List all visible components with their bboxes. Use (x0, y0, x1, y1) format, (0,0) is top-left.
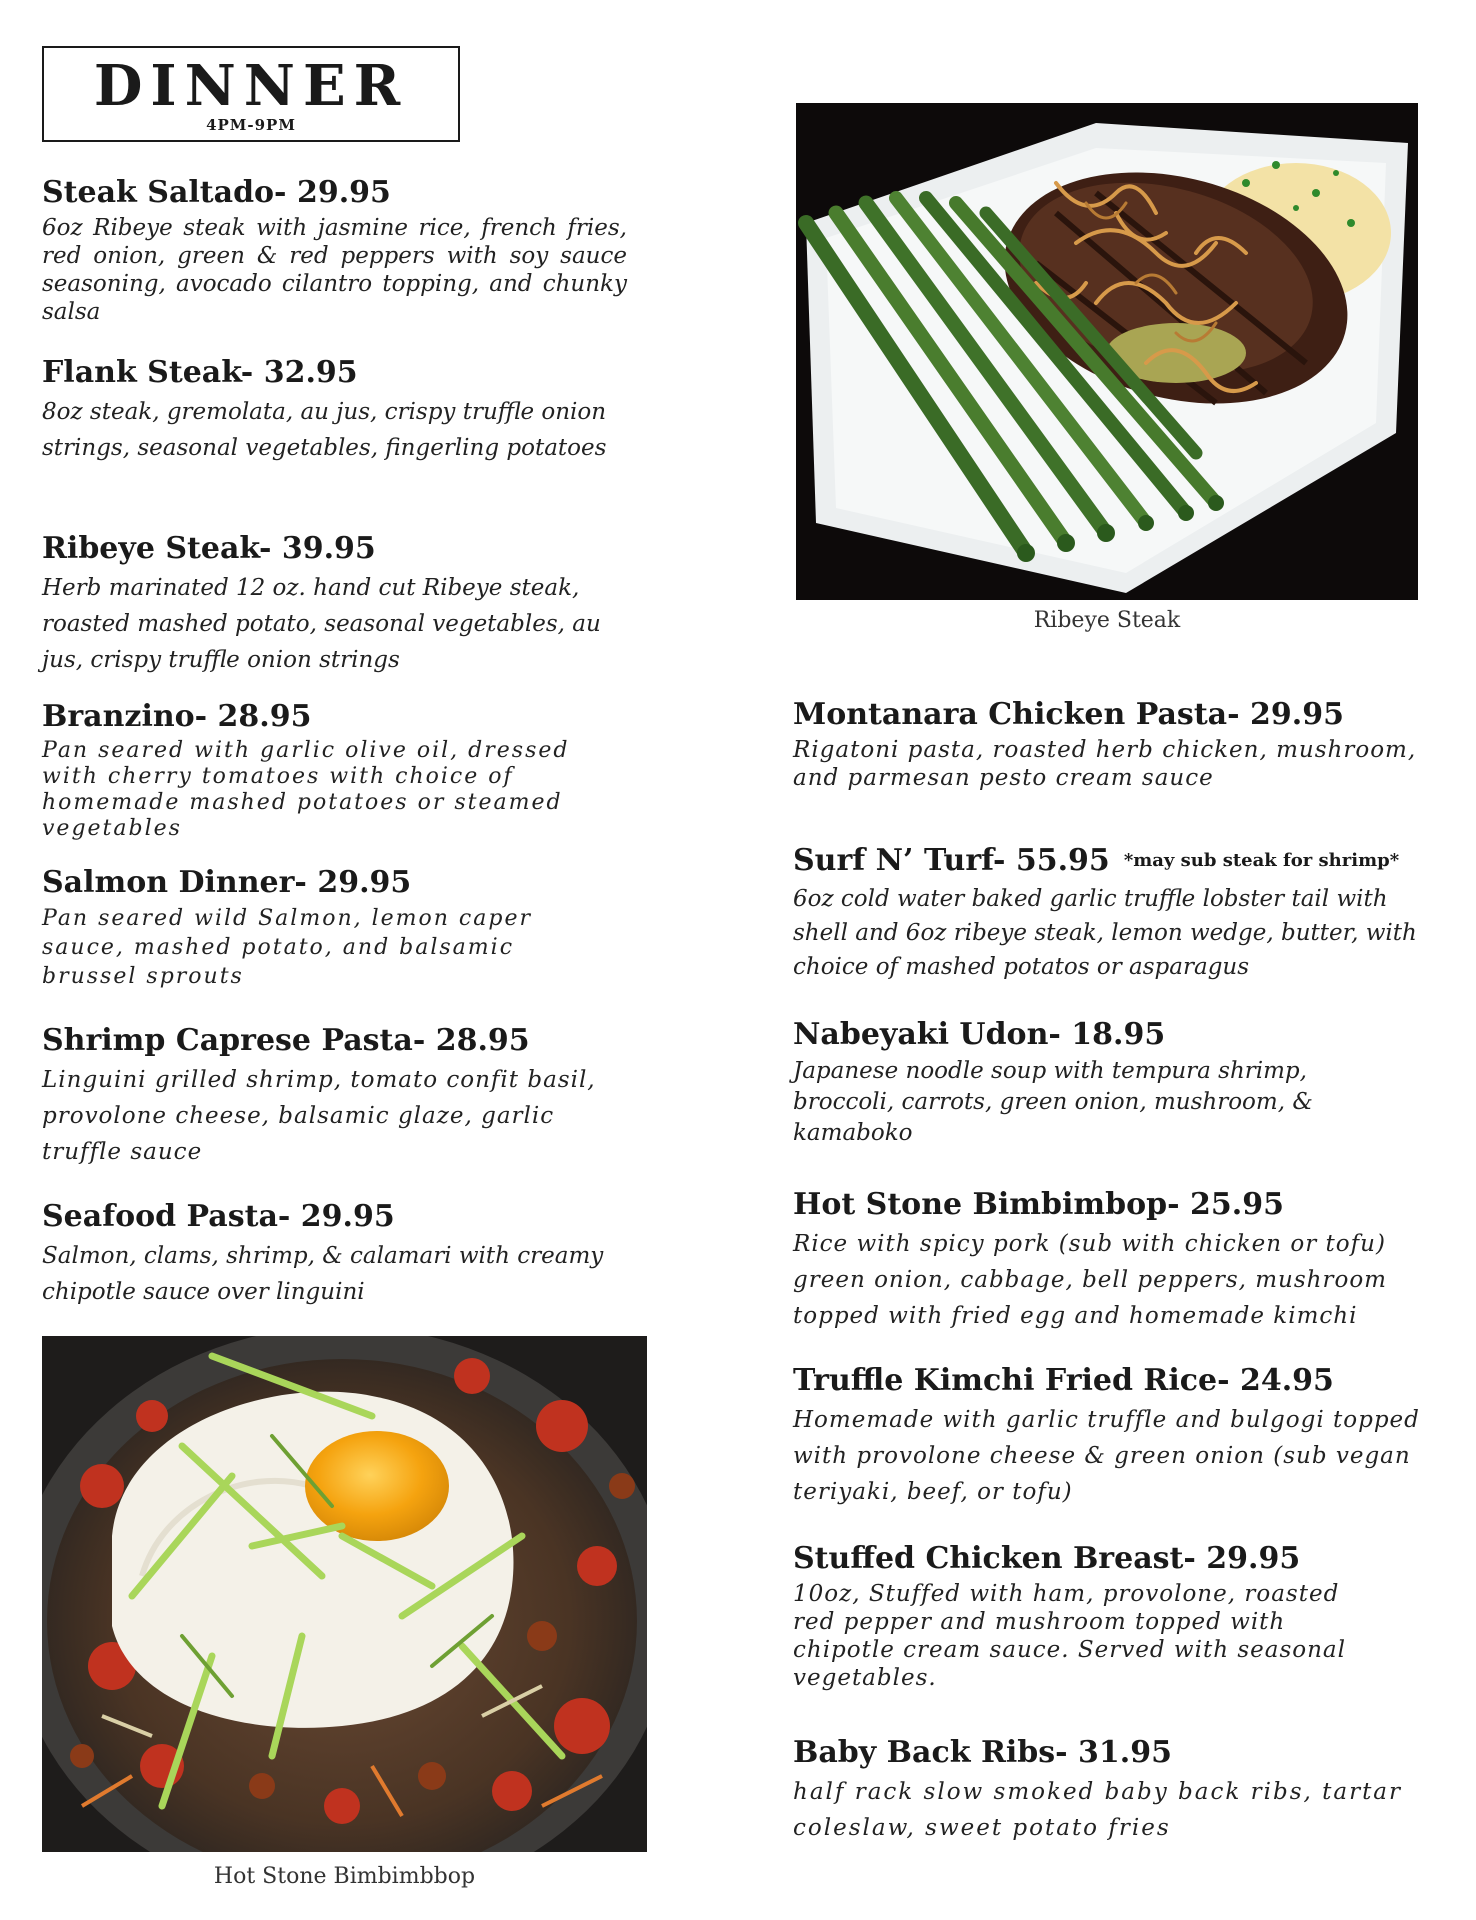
menu-item-surf-n-turf (793, 842, 1443, 984)
item-title: Nabeyaki Udon- 18.95 (793, 1017, 1166, 1052)
menu-item-branzino (42, 698, 632, 842)
item-description: Pan seared with garlic olive oil, dressed with cherry tomatoes with choice of homemade mashed potatoes or steamed vegetables (42, 738, 570, 841)
item-description: Herb marinated 12 oz. hand cut Ribeye steak, roasted mashed potato, seasonal vegetables, au jus, crispy truffle onion strings (42, 575, 601, 673)
item-title: Truffle Kimchi Fried Rice- 24.95 (793, 1363, 1334, 1398)
item-title: Stuffed Chicken Breast- 29.95 (793, 1541, 1301, 1576)
item-description: half rack slow smoked baby back ribs, tartar coleslaw, sweet potato fries (793, 1779, 1403, 1841)
item-title: Salmon Dinner- 29.95 (42, 865, 412, 900)
item-description: Salmon, clams, shrimp, & calamari with creamy chipotle sauce over linguini (42, 1243, 604, 1305)
item-title: Flank Steak- 32.95 (42, 355, 358, 390)
menu-item-salmon-dinner (42, 864, 602, 991)
item-description: Rigatoni pasta, roasted herb chicken, mushroom, and parmesan pesto cream sauce (793, 737, 1417, 791)
ribeye-caption: Ribeye Steak (1033, 608, 1181, 633)
item-description: 8oz steak, gremolata, au jus, crispy truffle onion strings, seasonal vegetables, fingerling potatoes (42, 399, 607, 461)
bibimbap-photo (42, 1336, 647, 1852)
menu-item-seafood-pasta (42, 1198, 642, 1310)
item-description: Pan seared wild Salmon, lemon caper sauce, mashed potato, and balsamic brussel sprouts (42, 906, 532, 989)
item-title: Ribeye Steak- 39.95 (42, 531, 376, 566)
bibimbap-caption: Hot Stone Bimbimbbop (213, 1864, 476, 1889)
menu-item-steak-saltado (42, 174, 627, 326)
menu-item-flank-steak (42, 354, 622, 466)
item-title: Montanara Chicken Pasta- 29.95 (793, 697, 1344, 732)
item-description: Linguini grilled shrimp, tomato confit basil, provolone cheese, balsamic glaze, garlic truffle sauce (42, 1067, 596, 1165)
ribeye-illustration (796, 103, 1418, 600)
menu-item-ribeye-steak (42, 530, 642, 678)
item-title: Seafood Pasta- 29.95 (42, 1199, 395, 1234)
item-description: Homemade with garlic truffle and bulgogi topped with provolone cheese & green onion (sub vegan teriyaki, beef, or tofu) (793, 1407, 1420, 1505)
item-description: 10oz, Stuffed with ham, provolone, roasted red pepper and mushroom topped with chipotle cream sauce. Served with seasonal vegetables. (793, 1581, 1346, 1691)
item-title: Steak Saltado- 29.95 (42, 175, 391, 210)
item-note: *may sub steak for shrimp* (1123, 850, 1400, 871)
menu-item-truffle-kimchi-fried-rice (793, 1362, 1433, 1510)
item-description: 6oz cold water baked garlic truffle lobster tail with shell and 6oz ribeye steak, lemon wedge, butter, with choice of mashed potatos or asparagus (793, 886, 1417, 980)
menu-hours: 4PM-9PM (206, 116, 296, 134)
menu-title: DINNER (93, 53, 409, 119)
bibimbap-illustration (42, 1336, 647, 1852)
item-title: Baby Back Ribs- 31.95 (793, 1735, 1172, 1770)
item-description: 6oz Ribeye steak with jasmine rice, french fries, red onion, green & red peppers with soy sauce seasoning, avocado cilantro topping, and chunky salsa (42, 215, 627, 325)
item-description: Rice with spicy pork (sub with chicken or tofu) green onion, cabbage, bell peppers, mushroom topped with fried egg and homemade kimchi (793, 1231, 1387, 1329)
menu-item-shrimp-caprese-pasta (42, 1022, 602, 1170)
menu-item-montanara-chicken-pasta (793, 696, 1433, 792)
item-title: Shrimp Caprese Pasta- 28.95 (42, 1023, 530, 1058)
menu-item-nabeyaki-udon (793, 1016, 1393, 1149)
menu-header (42, 46, 460, 142)
menu-item-baby-back-ribs (793, 1734, 1433, 1846)
menu-item-hot-stone-bimbimbop (793, 1186, 1413, 1334)
item-title: Surf N’ Turf- 55.95 (793, 843, 1110, 878)
ribeye-photo (796, 103, 1418, 600)
item-title: Hot Stone Bimbimbop- 25.95 (793, 1187, 1284, 1222)
menu-item-stuffed-chicken-breast (793, 1540, 1373, 1692)
item-description: Japanese noodle soup with tempura shrimp, broccoli, carrots, green onion, mushroom, & kamaboko (793, 1058, 1313, 1146)
item-title: Branzino- 28.95 (42, 699, 312, 734)
item-heading (793, 842, 1443, 880)
